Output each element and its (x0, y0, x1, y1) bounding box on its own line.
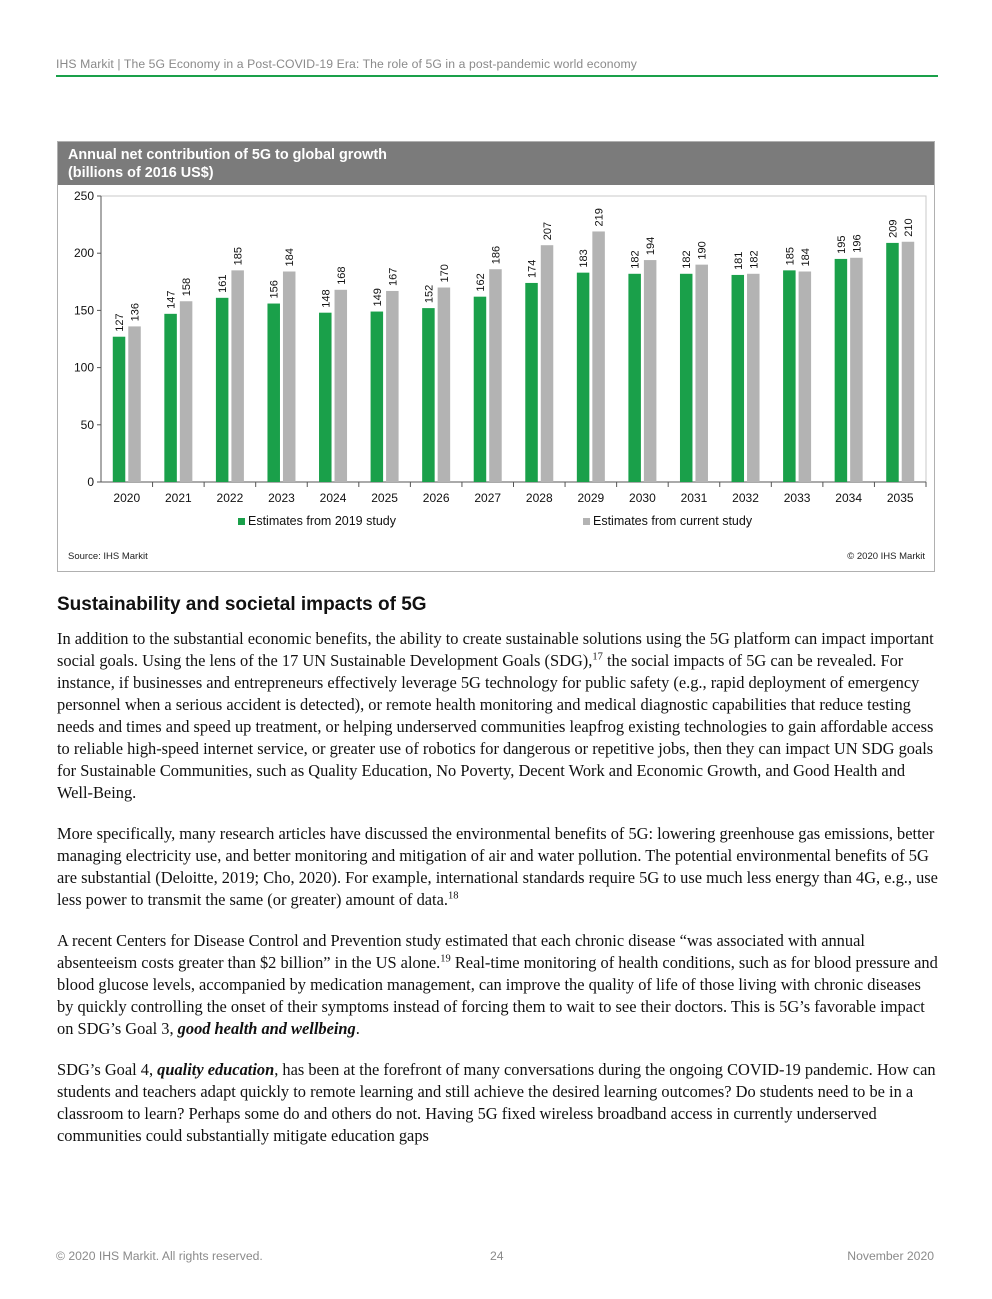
bar-estimates-2019 (680, 274, 693, 482)
bar-estimates-2019 (835, 259, 848, 482)
bar-estimates-2019 (628, 274, 641, 482)
bar-estimates-current (541, 245, 554, 482)
paragraph-4-text-a: SDG’s Goal 4, (57, 1060, 158, 1079)
data-label: 167 (387, 267, 400, 286)
data-label: 194 (645, 236, 658, 256)
footnote-ref-18[interactable]: 18 (447, 890, 459, 902)
bar-estimates-2019 (267, 304, 280, 482)
footer-date: November 2020 (847, 1249, 934, 1263)
chart-copyright: © 2020 IHS Markit (847, 551, 925, 562)
data-label: 182 (629, 250, 642, 269)
data-label: 136 (129, 303, 142, 322)
paragraph-3-text-c: . (355, 1019, 360, 1038)
paragraph-3 (57, 930, 941, 1040)
data-label: 174 (526, 259, 539, 278)
bar-estimates-2019 (164, 314, 177, 482)
data-label: 147 (165, 290, 178, 309)
header-rule (56, 75, 938, 77)
y-tick-label: 50 (80, 417, 94, 432)
x-tick-label: 2029 (577, 491, 605, 505)
bar-chart (58, 185, 934, 571)
x-tick-label: 2032 (732, 491, 759, 505)
bar-estimates-2019 (474, 297, 487, 482)
bar-estimates-current (438, 288, 451, 482)
data-label: 209 (887, 219, 900, 238)
data-label: 161 (217, 274, 230, 293)
bar-estimates-current (180, 301, 193, 482)
x-tick-label: 2022 (216, 491, 244, 505)
x-tick-label: 2024 (319, 491, 347, 505)
chart-title-line-1: Annual net contribution of 5G to global growth (68, 147, 387, 163)
bar-estimates-2019 (319, 313, 332, 482)
paragraph-3-text-b: Real-time monitoring of health conditions, such as for blood pressure and blood glucose levels, accompanied by medication management, can improve the quality of life of those living with chronic diseases by quickly controlling the onset of their symptoms instead of forcing them to wait to see their doctors. This is 5G’s favorable impact on SDG’s Goal 3, (57, 953, 938, 1038)
data-label: 196 (851, 234, 864, 253)
x-tick-label: 2034 (835, 491, 863, 505)
chart-title (58, 142, 934, 185)
bar-estimates-current (747, 274, 760, 482)
bar-estimates-current (231, 270, 244, 482)
bar-estimates-2019 (577, 273, 590, 482)
y-tick-label: 0 (87, 475, 94, 489)
bar-estimates-current (695, 265, 708, 482)
chart-source: Source: IHS Markit (68, 551, 148, 562)
y-tick-label: 250 (73, 189, 94, 203)
legend-swatch (238, 518, 245, 525)
section-heading: Sustainability and societal impacts of 5G (57, 594, 427, 615)
data-label: 190 (696, 241, 709, 260)
bar-estimates-current (283, 272, 296, 482)
paragraph-1-text-a: In addition to the substantial economic benefits, the ability to create sustainable solutions using the 5G platform can impact important social goals. Using the lens of the 17 UN Sustainable Development Goals (SDG), (57, 629, 934, 670)
running-header: IHS Markit | The 5G Economy in a Post-COVID-19 Era: The role of 5G in a post-pandemic world economy (56, 57, 637, 71)
bar-estimates-current (644, 260, 657, 482)
data-label: 149 (371, 288, 384, 307)
legend-label: Estimates from current study (593, 514, 753, 528)
x-tick-label: 2026 (422, 491, 450, 505)
bar-estimates-current (592, 231, 605, 482)
bar-estimates-current (850, 258, 863, 482)
data-label: 152 (423, 284, 436, 304)
emphasis-quality-education: quality education (157, 1060, 275, 1079)
x-tick-label: 2035 (886, 491, 914, 505)
legend-label: Estimates from 2019 study (248, 514, 396, 528)
bar-estimates-2019 (113, 337, 126, 482)
bar-estimates-current (489, 269, 502, 482)
data-label: 181 (732, 251, 745, 270)
data-label: 162 (474, 273, 487, 292)
paragraph-1-text-b: the social impacts of 5G can be revealed. For instance, if businesses and entrepreneurs effectively leverage 5G technology for public safety (e.g., rapid deployment of emergency personnel when a serious accident is detected), or remote health monitoring and medical diagnostic capabilities that reduce testing needs and times and speed up treatment, or helping underserved communities leapfrog existing technologies to gain affordable access to reliable high-speed internet service, or greater use of robotics for dangerous or repetitive jobs, then they can impact UN SDG goals for Sustainable Communities, such as Quality Education, No Poverty, Decent Work and Economic Growth, and Good Health and Well-Being. (57, 651, 934, 802)
bar-estimates-2019 (371, 312, 384, 482)
y-tick-label: 100 (73, 360, 94, 375)
data-label: 168 (335, 266, 348, 285)
x-tick-label: 2020 (113, 491, 141, 505)
bar-estimates-2019 (732, 275, 745, 482)
paragraph-3-text-a: A recent Centers for Disease Control and Prevention study estimated that each chronic disease “was associated with annual absenteeism costs greater than $2 billion” in the US alone. (57, 931, 865, 972)
paragraph-1 (57, 628, 941, 804)
data-label: 184 (284, 248, 297, 267)
x-tick-label: 2031 (680, 491, 708, 505)
x-tick-label: 2028 (525, 491, 553, 505)
x-tick-label: 2021 (164, 491, 192, 505)
legend-swatch (583, 518, 590, 525)
footnote-ref-19[interactable]: 19 (440, 953, 451, 965)
bar-estimates-current (335, 290, 348, 482)
paragraph-4-text-b: , has been at the forefront of many conversations during the ongoing COVID-19 pandemic. How can students and teachers adapt quickly to remote learning and still achieve the desired learning outcomes? Do students need to be in a classroom to learn? Perhaps some do and others do not. Having 5G fixed wireless broadband access in currently underserved communities could substantially mitigate education gaps (57, 1060, 936, 1145)
emphasis-good-health: good health and wellbeing (177, 1019, 356, 1038)
x-tick-label: 2025 (371, 491, 398, 505)
data-label: 184 (799, 248, 812, 267)
bar-estimates-2019 (525, 283, 538, 482)
data-label: 185 (232, 247, 245, 266)
paragraph-2 (57, 823, 941, 911)
data-label: 210 (902, 218, 915, 237)
data-label: 127 (114, 313, 127, 332)
y-tick-label: 200 (73, 246, 94, 261)
footnote-ref-17[interactable]: 17 (592, 651, 603, 663)
data-label: 156 (268, 280, 281, 299)
data-label: 207 (542, 221, 555, 241)
chart-title-line-2: (billions of 2016 US$) (68, 165, 214, 181)
bar-estimates-current (799, 272, 812, 482)
data-label: 219 (593, 208, 606, 227)
data-label: 185 (784, 247, 797, 266)
data-label: 182 (748, 250, 761, 269)
bar-estimates-current (902, 242, 915, 482)
bar-estimates-current (128, 326, 141, 482)
bar-estimates-2019 (886, 243, 899, 482)
data-label: 183 (578, 249, 591, 268)
data-label: 170 (438, 264, 451, 283)
x-tick-label: 2030 (629, 491, 656, 505)
bar-estimates-2019 (783, 270, 796, 482)
bar-estimates-2019 (216, 298, 229, 482)
body-text (57, 628, 941, 1166)
x-tick-label: 2033 (783, 491, 811, 505)
bar-estimates-2019 (422, 308, 435, 482)
data-label: 148 (320, 289, 333, 308)
footer-page-number: 24 (490, 1249, 504, 1263)
paragraph-2-text-a: More specifically, many research articles have discussed the environmental benefits of 5G: lowering greenhouse gas emissions, better managing electricity use, and better monitoring and mitigation of air and water pollution. The potential environmental benefits of 5G are substantial (Deloitte, 2019; Cho, 2020). For example, international standards require 5G to use much less energy than 4G, e.g., use less power to transmit the same (or greater) amount of data. (57, 824, 938, 909)
data-label: 182 (681, 250, 694, 269)
x-tick-label: 2023 (268, 491, 295, 505)
paragraph-4 (57, 1059, 941, 1147)
data-label: 186 (490, 245, 503, 265)
data-label: 195 (835, 235, 848, 254)
bar-estimates-current (386, 291, 399, 482)
data-label: 158 (181, 277, 194, 297)
x-tick-label: 2027 (474, 491, 502, 505)
footer-copyright: © 2020 IHS Markit. All rights reserved. (56, 1249, 263, 1263)
chart-figure (57, 141, 935, 572)
y-tick-label: 150 (73, 303, 94, 318)
